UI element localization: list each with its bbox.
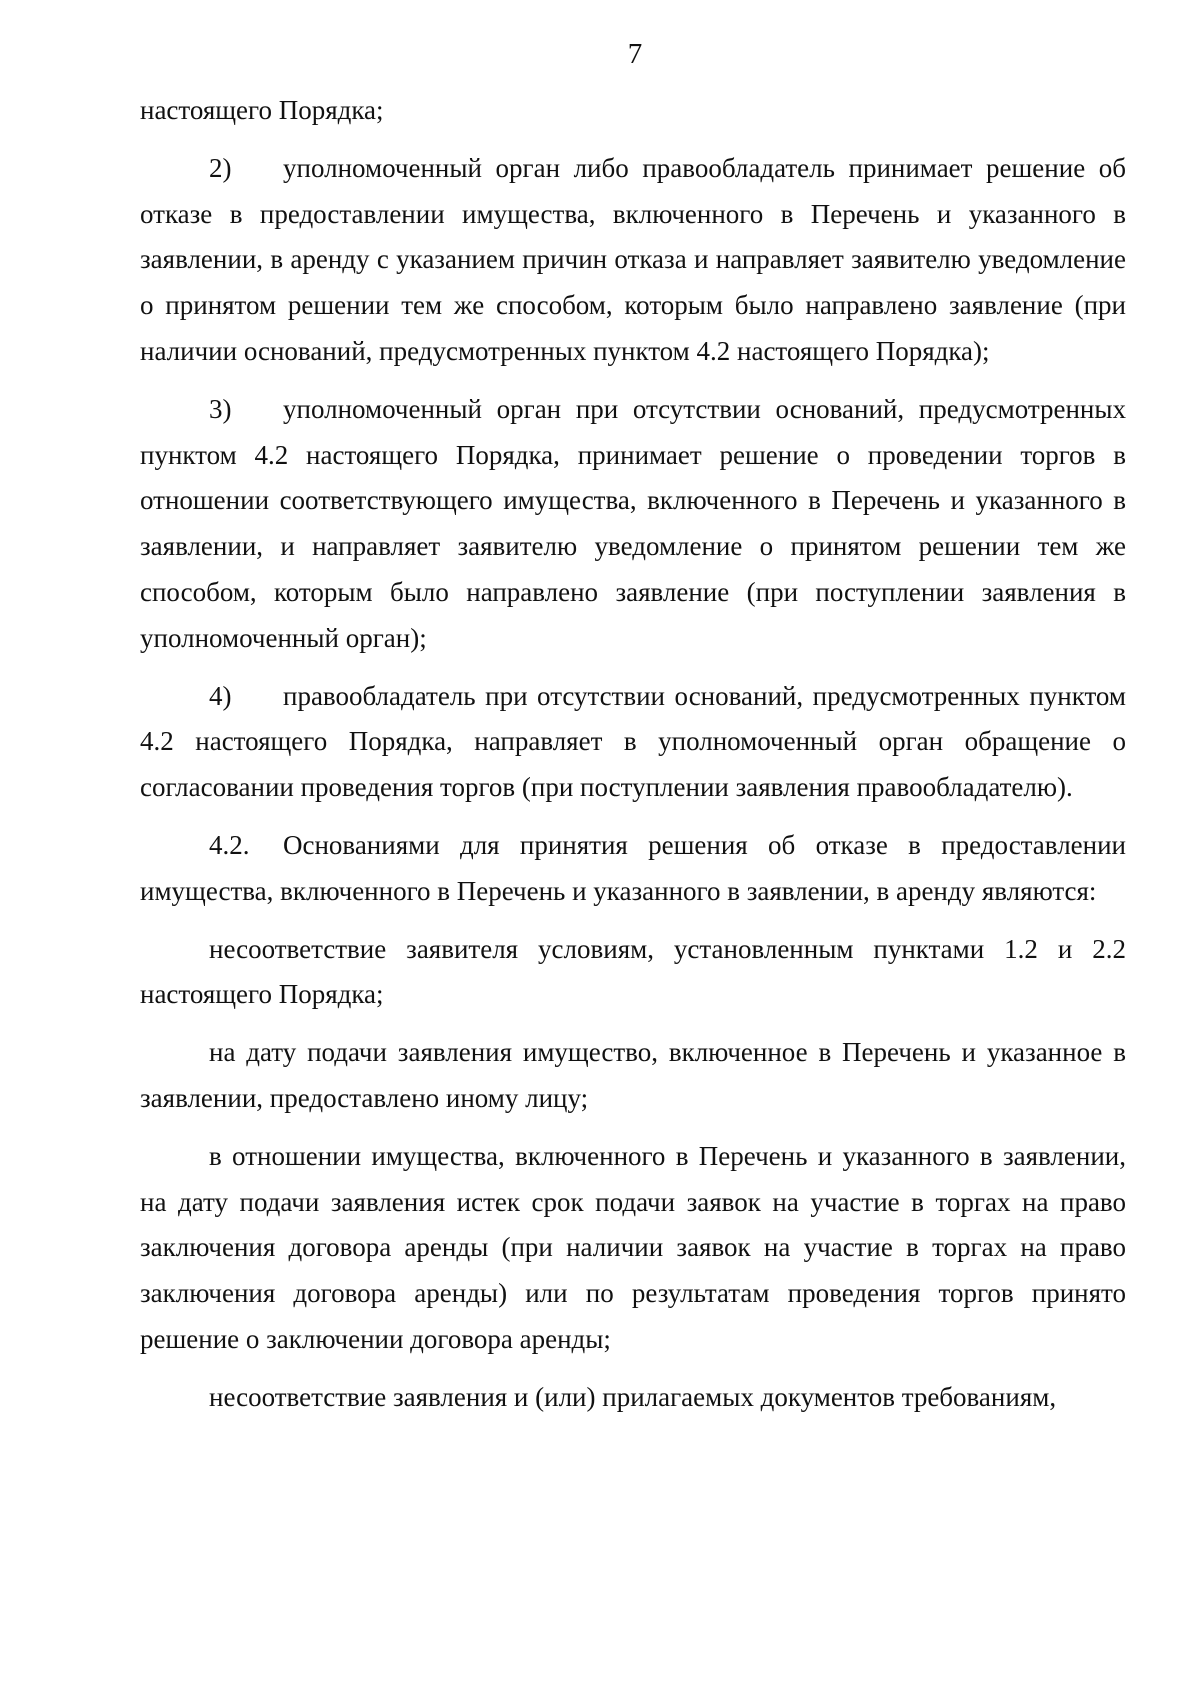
paragraph — [140, 1134, 1126, 1363]
paragraph — [140, 1375, 1126, 1421]
paragraph-text: настоящего Порядка; — [140, 95, 384, 125]
list-item-2 — [140, 146, 1126, 375]
paragraph-text: несоответствие заявления и (или) прилагаемых документов требованиям, — [209, 1381, 1057, 1412]
paragraph — [140, 1030, 1126, 1122]
page-number: 7 — [627, 38, 643, 70]
paragraph — [140, 927, 1126, 1019]
paragraph-text: на дату подачи заявления имущество, включенное в Перечень и указанное в заявлении, предоставлено иному лицу; — [140, 1037, 1126, 1113]
paragraph-text: несоответствие заявителя условиям, установленным пунктами 1.2 и 2.2 настоящего Порядка; — [140, 933, 1126, 1010]
list-item-4 — [140, 674, 1126, 811]
paragraph-text: уполномоченный орган при отсутствии оснований, предусмотренных пунктом 4.2 настоящего Порядка, принимает решение о проведении торгов в отношении соответствующего имущества, включенного в Перечень и указанного в заявлении, и направляет заявителю уведомление о принятом решении тем же способом, которым было направлено заявление (при поступлении заявления в уполномоченный орган); — [140, 393, 1126, 653]
paragraph-continuation — [140, 88, 1126, 134]
list-item-3 — [140, 387, 1126, 662]
paragraph-text: уполномоченный орган либо правообладатель принимает решение об отказе в предоставлении имущества, включенного в Перечень и указанного в заявлении, в аренду с указанием причин отказа и направляет заявителю уведомление о принятом решении тем же способом, которым было направлено заявление (при наличии оснований, предусмотренных пунктом 4.2 настоящего Порядка); — [140, 152, 1126, 366]
section-number: 4.2. — [209, 829, 250, 860]
section-4-2 — [140, 823, 1126, 915]
paragraph-text: в отношении имущества, включенного в Перечень и указанного в заявлении, на дату подачи заявления истек срок подачи заявок на участие в торгах на право заключения договора аренды (при наличии заявок на участие в торгах на право заключения договора аренды) или по результатам проведения торгов принято решение о заключении договора аренды; — [140, 1140, 1126, 1354]
paragraph-text: правообладатель при отсутствии оснований, предусмотренных пунктом 4.2 настоящего Порядка, направляет в уполномоченный орган обращение о согласовании проведения торгов (при поступлении заявления правообладателю). — [140, 680, 1126, 803]
item-number: 2) — [209, 152, 232, 183]
item-number: 4) — [209, 680, 232, 711]
paragraph-text: Основаниями для принятия решения об отказе в предоставлении имущества, включенного в Перечень и указанного в заявлении, в аренду являются: — [140, 829, 1126, 906]
item-number: 3) — [209, 393, 232, 424]
document-body — [140, 88, 1126, 1433]
